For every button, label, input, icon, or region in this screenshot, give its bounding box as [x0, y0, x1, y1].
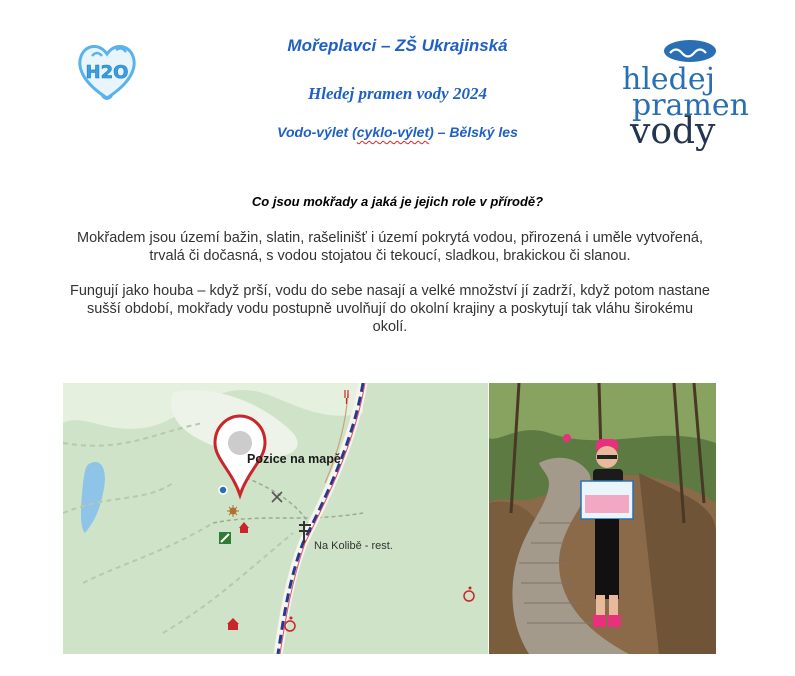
logo-word-hledej: hledej [622, 62, 715, 97]
sun-icon [227, 505, 239, 517]
school-title: Mořeplavci – ZŠ Ukrajinská [287, 36, 508, 55]
pin-label: Pozice na mapě [247, 452, 341, 466]
current-position-dot [219, 486, 227, 494]
trip-photo [489, 383, 716, 654]
section-question: Co jsou mokřady a jaká je jejich role v přírodě? [251, 194, 544, 209]
trip-title: Vodo-výlet (cyklo-výlet) – Bělský les [277, 124, 518, 140]
logo-word-pramen: pramen [632, 88, 749, 123]
pond [81, 462, 105, 533]
paragraph-function: Fungují jako houba – když prší, vodu do sebe nasají a velké množství jí zadrží, když potom nastane sušší období, mokřady vodu postupně uvolňují do okolní krajiny a poskytují tak vláhu širokému okolí. [70, 283, 710, 335]
paragraph-definition: Mokřadem jsou území bažin, slatin, rašelinišť i území pokrytá vodou, přirozená i uměle vytvořená, trvalá či dočasná, s vodou stojatou či tekoucí, sladkou, brakickou či slanou. [77, 230, 703, 264]
close-x-icon [272, 492, 282, 502]
shelter-icon-2 [227, 618, 239, 630]
project-title: Hledej pramen vody 2024 [308, 84, 487, 103]
place-label: Na Kolibě - rest. [314, 540, 393, 552]
logo-word-vody: vody [630, 111, 716, 152]
h2o-text: H2O [85, 62, 129, 83]
spellcheck-word: cyklo-výlet [356, 124, 430, 140]
parking-sign-icon [219, 532, 231, 544]
wheelchair-icon [464, 587, 474, 602]
shelter-icon [239, 522, 249, 533]
location-map [63, 383, 488, 654]
